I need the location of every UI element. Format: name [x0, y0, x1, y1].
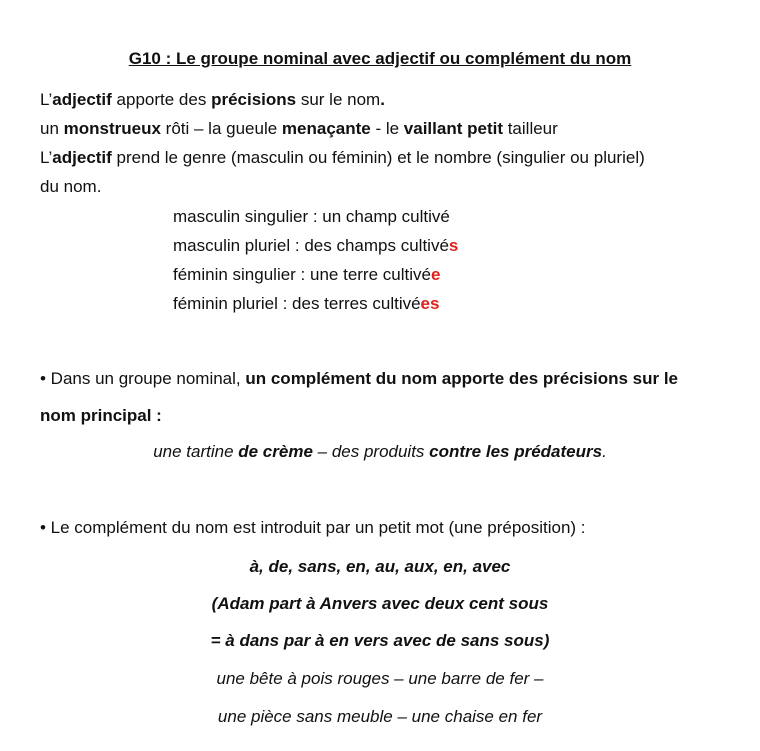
example-text: féminin pluriel : des terres cultivé — [173, 294, 421, 313]
adjectif-definition-line — [40, 89, 385, 111]
preposition-intro-line — [40, 517, 586, 539]
adjectif-examples-line — [40, 118, 558, 140]
bullet-icon: • — [40, 518, 46, 537]
text-fragment: Dans un groupe nominal, — [45, 369, 246, 388]
text-fragment: tailleur — [502, 119, 558, 138]
preposition-list: à, de, sans, en, au, aux, en, avec — [249, 557, 511, 576]
agreement-suffix: es — [420, 294, 440, 313]
example-text: féminin singulier : une terre cultivé — [173, 265, 431, 284]
example-text: masculin pluriel : des champs cultivé — [173, 236, 449, 255]
page-title: G10 : Le groupe nominal avec adjectif ou complément du nom — [128, 49, 632, 68]
bold-term: un complément du nom apporte des précisions sur le — [245, 369, 678, 388]
complement-example-line — [0, 441, 760, 463]
preposition-example-line: une bête à pois rouges – une barre de fer – — [216, 669, 544, 688]
bold-term: adjectif — [52, 90, 112, 109]
agreement-example — [173, 206, 450, 228]
mnemonic-line: = à dans par à en vers avec de sans sous) — [210, 631, 550, 650]
agreement-suffix: s — [448, 236, 459, 255]
bold-term: nom principal : — [40, 406, 162, 425]
text-fragment: un — [40, 119, 64, 138]
text-fragment: L’ — [40, 148, 53, 167]
text-fragment: sur le nom — [296, 90, 381, 109]
agreement-example — [173, 235, 458, 257]
bullet-icon: • — [40, 369, 46, 388]
agreement-example — [173, 264, 440, 286]
preposition-example-line: une pièce sans meuble – une chaise en fer — [217, 707, 543, 726]
bold-term: précisions — [211, 90, 297, 109]
bold-term: de crème — [238, 442, 313, 461]
text-fragment: apporte des — [111, 90, 212, 109]
complement-definition-line-end — [40, 405, 162, 427]
text-fragment: - le — [370, 119, 404, 138]
text-fragment: – des produits — [312, 442, 430, 461]
agreement-example — [173, 293, 439, 315]
text-fragment: une tartine — [153, 442, 239, 461]
bold-term: vaillant petit — [403, 119, 503, 138]
text-fragment: Le complément du nom est introduit par un petit mot (une préposition) : — [45, 518, 586, 537]
agreement-suffix: e — [430, 265, 441, 284]
text-fragment: . — [602, 442, 607, 461]
complement-definition-line — [40, 368, 678, 390]
text-fragment: rôti – la gueule — [160, 119, 282, 138]
adjectif-agreement-line — [40, 147, 645, 169]
text-fragment: L’ — [40, 90, 53, 109]
adjectif-agreement-line-end: du nom. — [40, 177, 102, 196]
bold-term: menaçante — [281, 119, 371, 138]
bold-term: adjectif — [52, 148, 112, 167]
bold-term: monstrueux — [63, 119, 161, 138]
example-text: masculin singulier : un champ cultivé — [173, 207, 450, 226]
text-fragment: prend le genre (masculin ou féminin) et le nombre (singulier ou pluriel) — [111, 148, 645, 167]
bold-term: contre les prédateurs — [429, 442, 603, 461]
mnemonic-line: (Adam part à Anvers avec deux cent sous — [211, 594, 549, 613]
bold-term: . — [380, 90, 385, 109]
